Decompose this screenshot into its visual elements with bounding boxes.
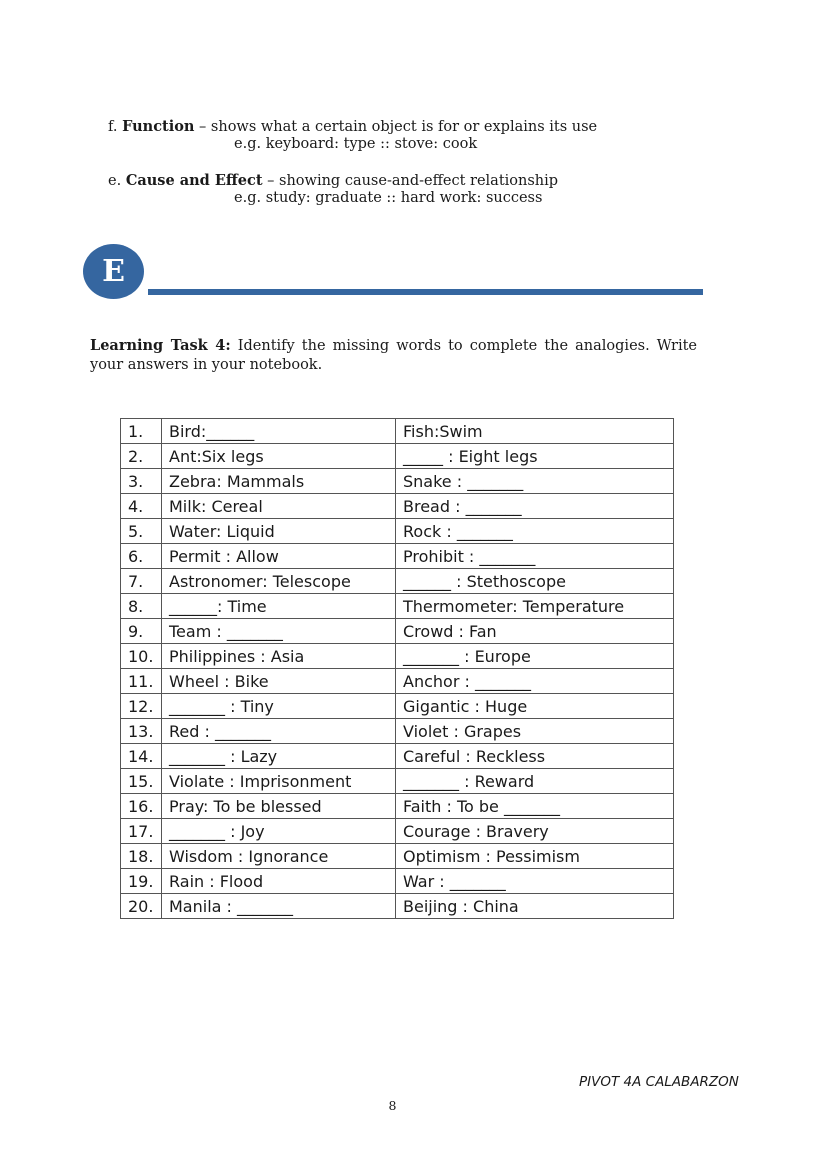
analogy-right: Careful : Reckless bbox=[396, 744, 674, 769]
table-row bbox=[121, 794, 674, 819]
row-number: 14. bbox=[121, 744, 162, 769]
row-number: 6. bbox=[121, 544, 162, 569]
row-number: 8. bbox=[121, 594, 162, 619]
example-cause-effect: e.g. study: graduate :: hard work: success bbox=[234, 190, 543, 206]
analogy-left: Red : _______ bbox=[162, 719, 396, 744]
row-number: 1. bbox=[121, 419, 162, 444]
description: – showing cause-and-effect relationship bbox=[262, 173, 559, 189]
row-number: 5. bbox=[121, 519, 162, 544]
analogy-left: Violate : Imprisonment bbox=[162, 769, 396, 794]
analogy-left: Pray: To be blessed bbox=[162, 794, 396, 819]
analogy-left: _______ : Tiny bbox=[162, 694, 396, 719]
table-row bbox=[121, 744, 674, 769]
table-row bbox=[121, 494, 674, 519]
analogy-left: Rain : Flood bbox=[162, 869, 396, 894]
table-row bbox=[121, 419, 674, 444]
analogy-right: Optimism : Pessimism bbox=[396, 844, 674, 869]
analogy-left: Philippines : Asia bbox=[162, 644, 396, 669]
analogy-right: Thermometer: Temperature bbox=[396, 594, 674, 619]
analogy-right: ______ : Stethoscope bbox=[396, 569, 674, 594]
analogy-right: War : _______ bbox=[396, 869, 674, 894]
task-label: Learning Task 4: bbox=[90, 337, 231, 354]
table-row bbox=[121, 519, 674, 544]
section-letter-badge: E bbox=[83, 244, 144, 299]
analogy-left: _______ : Lazy bbox=[162, 744, 396, 769]
row-number: 10. bbox=[121, 644, 162, 669]
table-row bbox=[121, 719, 674, 744]
table-row bbox=[121, 869, 674, 894]
table-row bbox=[121, 769, 674, 794]
analogies-table bbox=[120, 418, 674, 919]
analogy-right: _____ : Eight legs bbox=[396, 444, 674, 469]
analogy-left: Water: Liquid bbox=[162, 519, 396, 544]
table-row bbox=[121, 469, 674, 494]
analogy-right: Gigantic : Huge bbox=[396, 694, 674, 719]
row-number: 9. bbox=[121, 619, 162, 644]
analogy-left: Astronomer: Telescope bbox=[162, 569, 396, 594]
row-number: 12. bbox=[121, 694, 162, 719]
page-number: 8 bbox=[388, 1098, 397, 1113]
table-row bbox=[121, 544, 674, 569]
analogy-right: Snake : _______ bbox=[396, 469, 674, 494]
analogy-right: _______ : Europe bbox=[396, 644, 674, 669]
table-row bbox=[121, 694, 674, 719]
analogy-left: Bird:______ bbox=[162, 419, 396, 444]
analogy-right: _______ : Reward bbox=[396, 769, 674, 794]
table-row bbox=[121, 569, 674, 594]
table-row bbox=[121, 619, 674, 644]
analogy-right: Rock : _______ bbox=[396, 519, 674, 544]
table-row bbox=[121, 594, 674, 619]
footer-label: PIVOT 4A CALABARZON bbox=[579, 1074, 739, 1090]
task-instructions: Learning Task 4: Identify the missing words to complete the analogies. Write your answers in your notebook. bbox=[90, 337, 698, 373]
row-number: 11. bbox=[121, 669, 162, 694]
analogy-left: Wisdom : Ignorance bbox=[162, 844, 396, 869]
analogy-right: Fish:Swim bbox=[396, 419, 674, 444]
row-number: 17. bbox=[121, 819, 162, 844]
analogy-right: Violet : Grapes bbox=[396, 719, 674, 744]
description: – shows what a certain object is for or explains its use bbox=[194, 119, 598, 135]
row-number: 20. bbox=[121, 894, 162, 919]
term: Function bbox=[122, 118, 195, 135]
definition-function: f. Function – shows what a certain object is for or explains its use bbox=[108, 118, 598, 135]
row-number: 2. bbox=[121, 444, 162, 469]
table-row bbox=[121, 819, 674, 844]
row-number: 13. bbox=[121, 719, 162, 744]
analogy-left: Permit : Allow bbox=[162, 544, 396, 569]
analogy-left: _______ : Joy bbox=[162, 819, 396, 844]
section-divider bbox=[148, 289, 703, 295]
analogy-left: Wheel : Bike bbox=[162, 669, 396, 694]
table-row bbox=[121, 844, 674, 869]
row-number: 3. bbox=[121, 469, 162, 494]
table-row bbox=[121, 644, 674, 669]
row-number: 4. bbox=[121, 494, 162, 519]
analogy-left: Milk: Cereal bbox=[162, 494, 396, 519]
definition-cause-effect: e. Cause and Effect – showing cause-and-effect relationship bbox=[108, 172, 559, 189]
analogy-left: Manila : _______ bbox=[162, 894, 396, 919]
row-number: 7. bbox=[121, 569, 162, 594]
example-function: e.g. keyboard: type :: stove: cook bbox=[234, 136, 478, 152]
analogy-left: Ant:Six legs bbox=[162, 444, 396, 469]
analogy-right: Prohibit : _______ bbox=[396, 544, 674, 569]
analogy-right: Courage : Bravery bbox=[396, 819, 674, 844]
row-number: 16. bbox=[121, 794, 162, 819]
row-number: 18. bbox=[121, 844, 162, 869]
analogy-right: Beijing : China bbox=[396, 894, 674, 919]
analogy-right: Crowd : Fan bbox=[396, 619, 674, 644]
row-number: 19. bbox=[121, 869, 162, 894]
term: Cause and Effect bbox=[125, 172, 263, 189]
row-number: 15. bbox=[121, 769, 162, 794]
table-row bbox=[121, 894, 674, 919]
analogy-right: Anchor : _______ bbox=[396, 669, 674, 694]
table-row bbox=[121, 444, 674, 469]
analogy-left: Team : _______ bbox=[162, 619, 396, 644]
analogy-right: Bread : _______ bbox=[396, 494, 674, 519]
analogy-left: ______: Time bbox=[162, 594, 396, 619]
analogy-right: Faith : To be _______ bbox=[396, 794, 674, 819]
table-row bbox=[121, 669, 674, 694]
analogy-left: Zebra: Mammals bbox=[162, 469, 396, 494]
